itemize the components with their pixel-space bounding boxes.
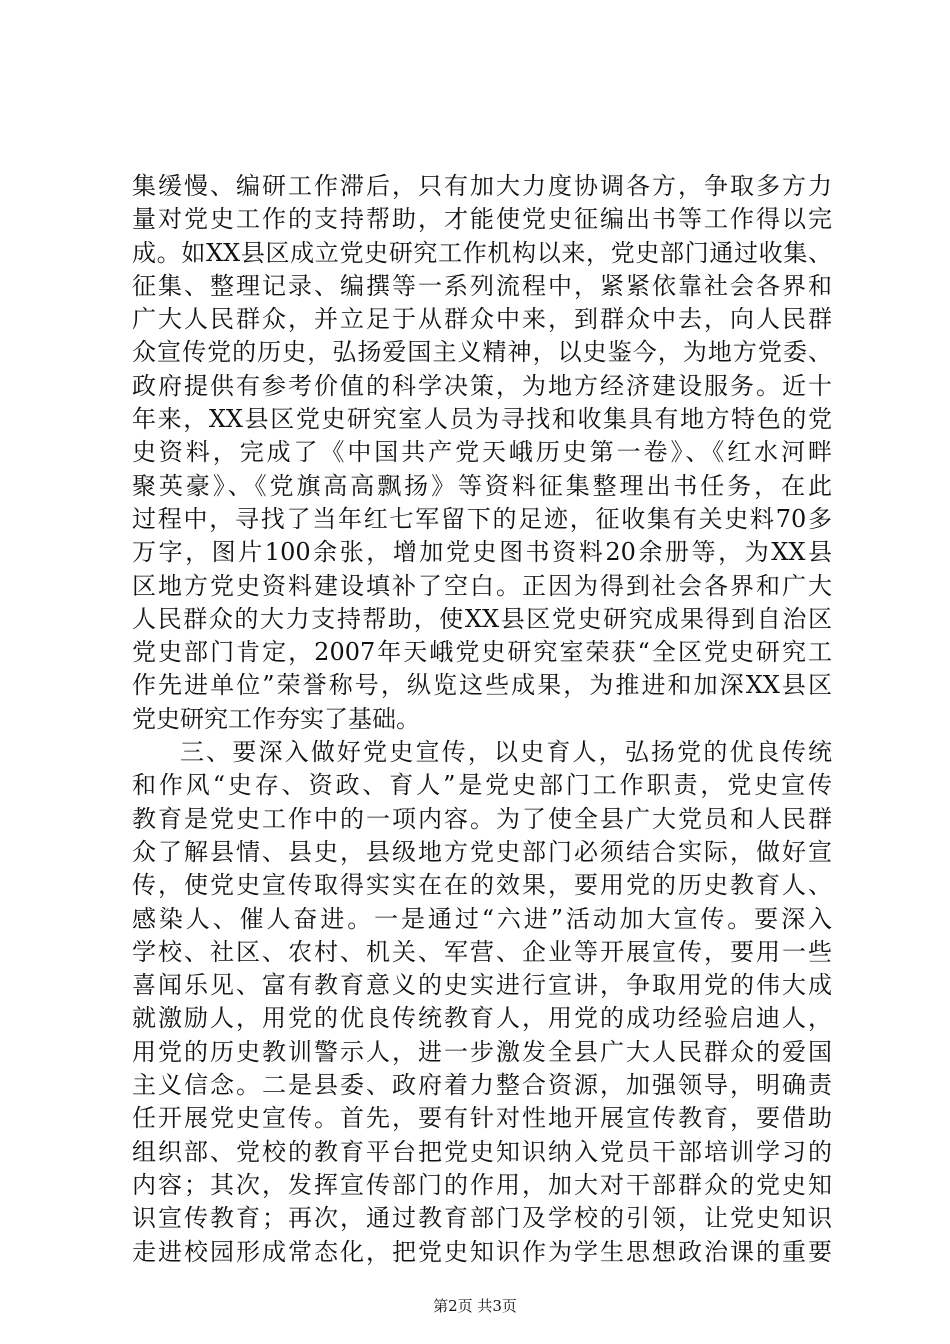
text-line: 传，使党史宣传取得实实在在的效果，要用党的历史教育人、 [132,871,832,900]
text-line: 众宣传党的历史，弘扬爱国主义精神，以史鉴今，为地方党委、 [132,338,832,367]
text-line: 内容；其次，发挥宣传部门的作用，加大对干部群众的党史知 [132,1170,832,1199]
text-line: 过程中，寻找了当年红七军留下的足迹，征收集有关史料70多 [132,504,832,533]
text-line: 作先进单位”荣誉称号，纵览这些成果，为推进和加深XX县区 [132,671,832,700]
text-line: 走进校园形成常态化，把党史知识作为学生思想政治课的重要 [132,1237,832,1266]
text-line: 年来，XX县区党史研究室人员为寻找和收集具有地方特色的党 [132,405,832,434]
text-line: 史资料，完成了《中国共产党天峨历史第一卷》、《红水河畔 [132,438,832,467]
text-line: 党史部门肯定，2007年天峨党史研究室荣获“全区党史研究工 [132,638,832,667]
text-line: 感染人、催人奋进。一是通过“六进”活动加大宣传。要深入 [132,904,832,933]
text-line: 人民群众的大力支持帮助，使XX县区党史研究成果得到自治区 [132,604,832,633]
text-line: 量对党史工作的支持帮助，才能使党史征编出书等工作得以完 [132,205,832,234]
text-line: 聚英豪》、《党旗高高飘扬》等资料征集整理出书任务，在此 [132,471,832,500]
text-line: 广大人民群众，并立足于从群众中来，到群众中去，向人民群 [132,305,832,334]
text-line: 学校、社区、农村、机关、军营、企业等开展宣传，要用一些 [132,937,832,966]
text-line: 任开展党史宣传。首先，要有针对性地开展宣传教育，要借助 [132,1104,832,1133]
text-line: 组织部、党校的教育平台把党史知识纳入党员干部培训学习的 [132,1137,832,1166]
text-line: 和作风“史存、资政、育人”是党史部门工作职责，党史宣传 [132,771,832,800]
text-line: 众了解县情、县史，县级地方党史部门必须结合实际，做好宣 [132,837,832,866]
text-line: 喜闻乐见、富有教育意义的史实进行宣讲，争取用党的伟大成 [132,971,832,1000]
text-line: 用党的历史教训警示人，进一步激发全县广大人民群众的爱国 [132,1037,832,1066]
text-line: 集缓慢、编研工作滞后，只有加大力度协调各方，争取多方力 [132,172,832,200]
text-line: 成。如XX县区成立党史研究工作机构以来，党史部门通过收集、 [132,238,832,267]
text-line: 征集、整理记录、编撰等一系列流程中，紧紧依靠社会各界和 [132,271,832,300]
paragraph-end-line: 党史研究工作夯实了基础。 [132,704,420,733]
text-line: 万字，图片100余张，增加党史图书资料20余册等，为XX县 [132,538,832,567]
text-line: 区地方党史资料建设填补了空白。正因为得到社会各界和广大 [132,571,832,600]
text-line: 识宣传教育；再次，通过教育部门及学校的引领，让党史知识 [132,1204,832,1233]
section-heading-line: 三、要深入做好党史宣传，以史育人，弘扬党的优良传统 [180,738,832,767]
text-line: 政府提供有参考价值的科学决策，为地方经济建设服务。近十 [132,371,832,400]
text-line: 就激励人，用党的优良传统教育人，用党的成功经验启迪人， [132,1004,832,1033]
document-body [132,170,832,1269]
text-line: 主义信念。二是县委、政府着力整合资源，加强领导，明确责 [132,1071,832,1100]
text-line: 教育是党史工作中的一项内容。为了使全县广大党员和人民群 [132,804,832,833]
page-number-footer: 第2页 共3页 [433,1297,517,1315]
